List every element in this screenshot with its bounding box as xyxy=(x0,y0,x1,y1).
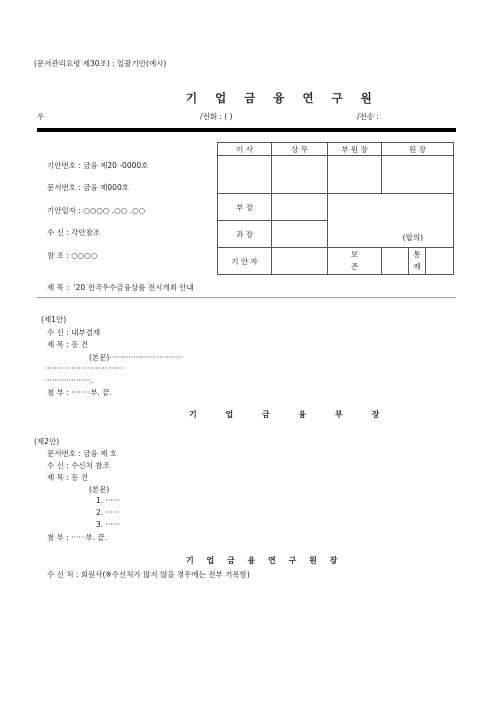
field-label: 참 조 xyxy=(47,251,64,260)
approval-dept-head: 부 장 xyxy=(218,194,272,221)
approval-header: 원 장 xyxy=(382,143,454,156)
draft2-tag: (제2안) xyxy=(34,437,60,446)
org-title: 기 업 금 융 연 구 원 xyxy=(186,91,379,105)
field-value: 금융 제000호 xyxy=(83,183,129,192)
field-draft-date: 기안일자 : ○○○○ .○○ .○○ xyxy=(47,206,146,215)
draft1-tag: (제1안) xyxy=(41,315,67,324)
field-label: 기안번호 xyxy=(47,161,76,170)
approval-sign-cell xyxy=(272,248,328,275)
field-recipient: 수 신 : 각안참조 xyxy=(47,228,101,237)
approval-sign-cell xyxy=(426,248,454,275)
draft2-recipient: 수 신 : 수신처 참조 xyxy=(47,461,110,470)
draft1-attachment: 첨 부 : ········부. 끝. xyxy=(47,388,112,397)
field-label: 기안일자 xyxy=(47,206,76,215)
field-value: ○○○○ .○○ .○○ xyxy=(83,206,146,215)
approval-header: 부 원 장 xyxy=(328,143,382,156)
consult-label: (합의) xyxy=(402,233,423,242)
draft2-item: 3. ······ xyxy=(96,520,120,529)
approval-notify: 통 제 xyxy=(409,248,426,275)
draft2-docno: 문서번호 : 금융 제 호 xyxy=(47,449,118,458)
draft1-body: (본문)······························· xyxy=(89,353,184,362)
field-doc-no: 문서번호 : 금융 제000호 xyxy=(47,183,129,192)
approval-sign-cell xyxy=(272,156,328,194)
approval-sign-cell xyxy=(382,156,454,194)
field-label: 문서번호 xyxy=(47,183,76,192)
draft2-body: (본문) xyxy=(89,485,110,494)
draft2-attachment: 첨 부 : ······부. 끝. xyxy=(47,533,108,542)
approval-consult-cell xyxy=(328,194,454,248)
fax-label: /전송 : xyxy=(357,112,379,121)
subject-value: '20 전국우수금융상품 전시개최 안내 xyxy=(73,283,194,292)
field-value: ○○○○ xyxy=(71,251,98,260)
approval-sign-cell xyxy=(272,221,328,248)
draft2-item: 1. ······ xyxy=(96,496,120,505)
draft2-item: 2. ······ xyxy=(96,508,120,517)
header-note: (문서관리요령 제30조) : 일괄기안(예시) xyxy=(34,59,167,68)
postal-label: 우 xyxy=(37,112,45,121)
approval-section-head: 과 장 xyxy=(218,221,272,248)
phone-label: /전화 : ( ) xyxy=(200,112,233,121)
draft1-signature: 기 업 금 융 부 장 xyxy=(189,410,393,419)
draft1-subject: 제 목 : 동 건 xyxy=(47,340,89,349)
approval-sign-cell xyxy=(272,194,328,221)
subject-label: 제 목 : xyxy=(47,283,69,292)
approval-sign-cell xyxy=(218,156,272,194)
draft2-signature: 기 업 금 융 연 구 원 장 xyxy=(186,556,343,565)
approval-header: 상 무 xyxy=(272,143,328,156)
approval-table xyxy=(217,142,454,275)
approval-review: 보 존 xyxy=(328,248,382,275)
subject-rule xyxy=(37,297,456,298)
field-value: 금융 제20 -0000호 xyxy=(83,161,149,170)
draft1-dots: ································· xyxy=(45,364,124,373)
header-rule xyxy=(37,128,456,132)
draft1-recipient: 수 신 : 내부결재 xyxy=(47,328,101,337)
approval-sign-cell xyxy=(382,248,409,275)
draft2-subject: 제 목 : 동 건 xyxy=(47,473,89,482)
field-label: 수 신 xyxy=(47,228,64,237)
field-draft-no: 기안번호 : 금융 제20 -0000호 xyxy=(47,161,149,170)
field-value: 각안참조 xyxy=(71,228,101,237)
approval-drafter: 기 안 자 xyxy=(218,248,272,275)
approval-sign-cell xyxy=(328,156,382,194)
subject-line xyxy=(47,282,194,293)
draft1-dots: ···················. xyxy=(45,376,93,385)
field-reference: 참 조 : ○○○○ xyxy=(47,251,98,260)
approval-header: 이 사 xyxy=(218,143,272,156)
draft2-recipients: 수 신 처 : 회원사(※수신처가 많지 않을 경우에는 전부 기록함) xyxy=(47,570,250,579)
